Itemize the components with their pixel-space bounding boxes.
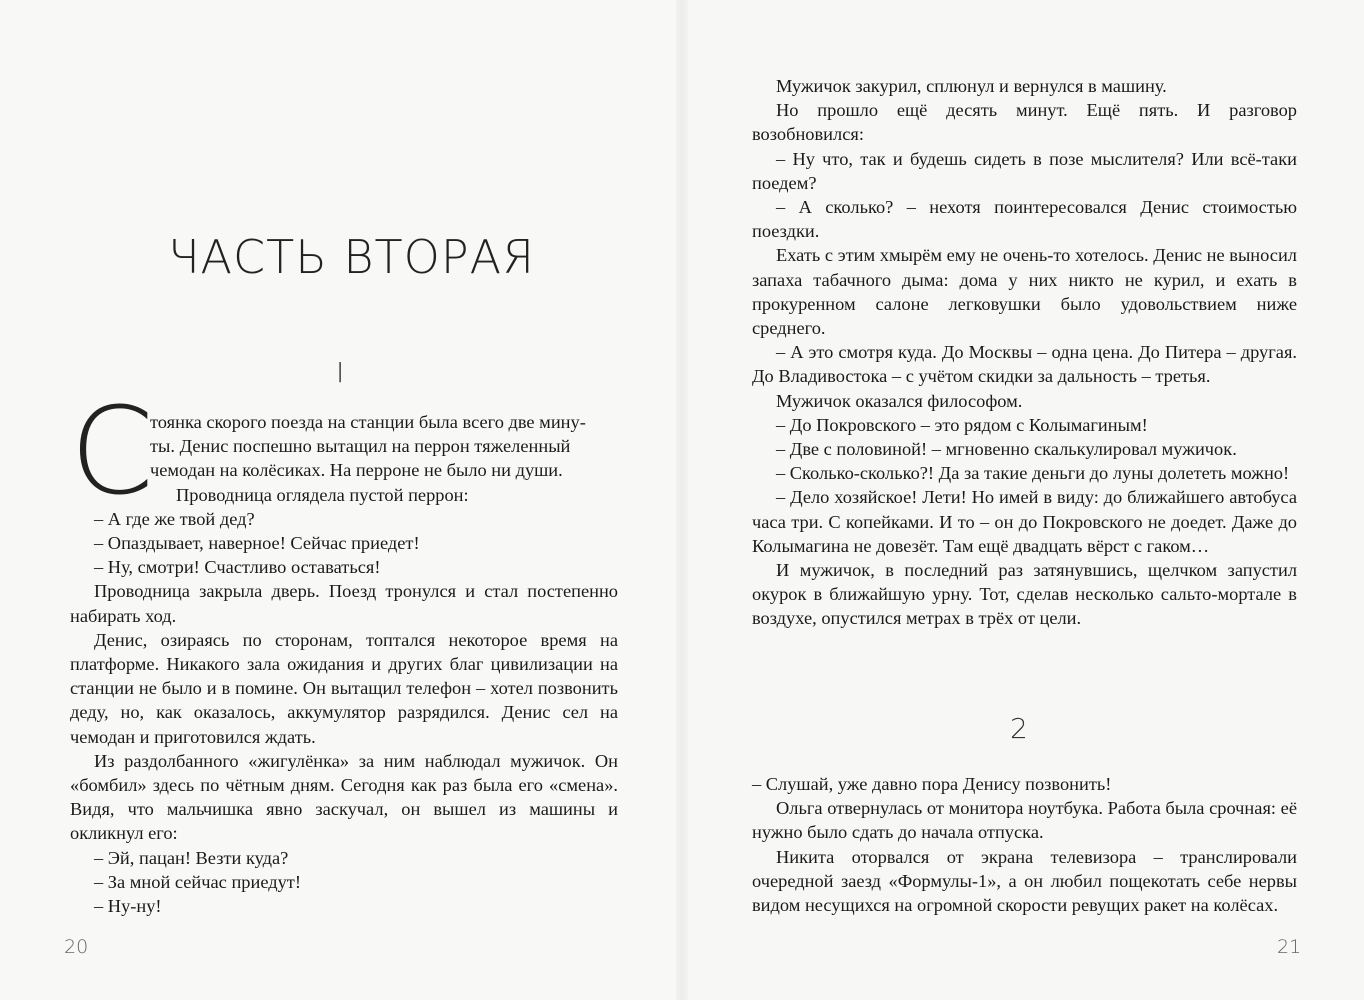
paragraph: – Слушай, уже давно пора Денису позвонить! (752, 774, 1112, 794)
paragraph: – Эй, пацан! Везти куда? (94, 847, 289, 868)
page-number: 21 (1277, 936, 1302, 958)
paragraph: – До Покровского – это рядом с Колымагиным! (776, 414, 1148, 435)
paragraph: Ольга отвернулась от монитора ноутбука. Работа была срочная: её нужно было сдать до начала отпуска. (752, 798, 1297, 843)
paragraph: – А это смотря куда. До Москвы – одна цена. До Питера – другая. До Владивостока – с учётом скидки за дальность – третья. (752, 342, 1297, 387)
paragraph: Мужичок оказался философом. (776, 390, 1023, 411)
right-body-text-2 (752, 772, 1297, 917)
lead-line: Проводница оглядела пустой перрон: (176, 484, 469, 505)
drop-cap: С (70, 383, 154, 522)
paragraph: – Опаздывает, наверное! Сейчас приедет! (94, 533, 420, 554)
paragraph: – Дело хозяйское! Лети! Но имей в виду: до ближайшего автобуса часа три. С копейками. И то – он до Покровского не доедет. Даже до Колымагина не довезёт. Там ещё двадцать вёрст с гаком… (752, 487, 1297, 556)
lead-line: чемодан на колёсиках. На перроне не было ни души. (150, 460, 563, 481)
paragraph: Ехать с этим хмырём ему не очень-то хотелось. Денис не выносил запаха табачного дыма: дома у них никто не курил, и ехать в прокуренном салоне легковушки было удовольствием ниже среднего. (752, 245, 1297, 339)
paragraph: И мужичок, в последний раз затянувшись, щелчком запустил окурок в ближайшую урну. Тот, сделав несколько сальто-мортале в воздухе, опустился метрах в трёх от цели. (752, 560, 1297, 629)
paragraph: Никита оторвался от экрана телевизора – транслировали очередной заезд «Формулы-1», а он любил пощекотать себе нервы видом несущихся на огромной скорости ревущих ракет на колёсах. (752, 846, 1297, 916)
part-title: ЧАСТЬ ВТОРАЯ (168, 230, 535, 284)
paragraph: – Сколько-сколько?! Да за такие деньги до луны долететь можно! (776, 463, 1290, 484)
paragraph: Но прошло ещё десять минут. Ещё пять. И разговор возобновился: (752, 100, 1297, 145)
paragraph: Из раздолбанного «жигулёнка» за ним наблюдал мужичок. Он «бомбил» здесь по чётным дням. Сегодня как раз была его «смена». Видя, что мальчишка явно заскучал, он вышел из машины и окликнул его: (70, 750, 618, 844)
paragraph: – Ну-ну! (94, 896, 162, 917)
lead-line: ты. Денис поспешно вытащил на перрон тяжеленный (150, 436, 571, 457)
paragraph: – Ну, смотри! Счастливо оставаться! (94, 557, 381, 578)
lead-line: тоянка скорого поезда на станции была всего две мину- (150, 412, 586, 432)
paragraph: Денис, озираясь по сторонам, топтался некоторое время на платформе. Никакого зала ожидания и других благ цивилизации на станции не было и в помине. Он вытащил телефон – хотел позвонить деду, но, как оказалось, аккумулятор разрядился. Денис сел на чемодан и приготовился ждать. (70, 629, 618, 747)
paragraph: – А сколько? – нехотя поинтересовался Денис стоимостью поездки. (752, 197, 1297, 242)
paragraph: – За мной сейчас приедут! (94, 871, 301, 892)
paragraph: – А где же твой дед? (94, 508, 255, 529)
paragraph: – Ну что, так и будешь сидеть в позе мыслителя? Или всё-таки поедем? (752, 148, 1297, 193)
right-body-text (752, 74, 1297, 631)
paragraph: – Две с половиной! – мгновенно скалькулировал мужичок. (776, 439, 1237, 460)
page-number: 20 (64, 936, 89, 958)
paragraph: Мужичок закурил, сплюнул и вернулся в машину. (776, 76, 1167, 96)
left-body-text (70, 410, 618, 918)
paragraph: Проводница закрыла дверь. Поезд тронулся и стал постепенно набирать ход. (70, 581, 618, 626)
chapter-number: I (336, 356, 345, 389)
chapter-number: 2 (1010, 712, 1028, 745)
